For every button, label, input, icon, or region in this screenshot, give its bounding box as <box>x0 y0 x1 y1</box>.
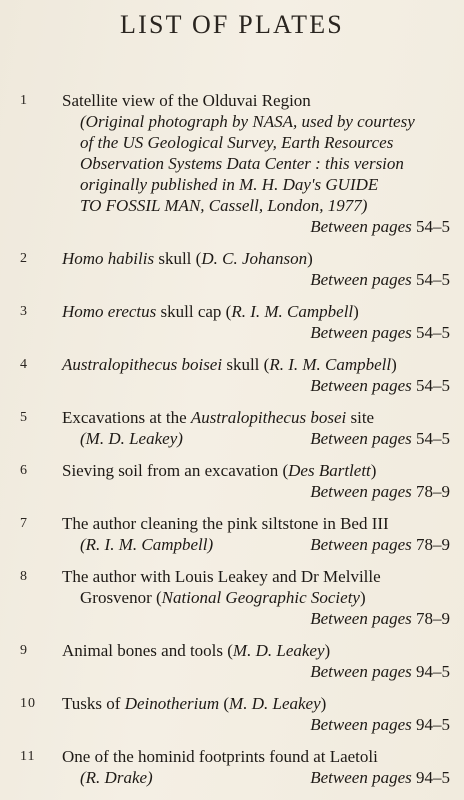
pages-range: 78–9 <box>416 535 450 554</box>
plate-pages <box>310 767 450 788</box>
plate-pages <box>62 481 450 502</box>
plate-pages <box>62 608 450 629</box>
plate-entry-2 <box>0 248 464 290</box>
plate-title-italic: Homo erectus <box>62 302 157 321</box>
plate-close: ) <box>359 588 366 607</box>
plate-close: ) <box>307 249 313 268</box>
plate-pages <box>310 428 450 449</box>
pages-label: Between pages <box>310 768 412 787</box>
pages-label: Between pages <box>310 535 412 554</box>
pages-range: 94–5 <box>416 715 450 734</box>
plate-close: ) <box>353 302 359 321</box>
plate-entry-6 <box>0 460 464 502</box>
plate-entry-8 <box>0 566 464 629</box>
plate-entry-10 <box>0 693 464 735</box>
pages-range: 54–5 <box>416 429 450 448</box>
plate-close: ) <box>320 694 327 713</box>
pages-label: Between pages <box>310 715 412 734</box>
plate-number: 10 <box>20 696 36 711</box>
plate-close: ) <box>324 641 331 660</box>
plate-pages <box>62 714 450 735</box>
pages-label: Between pages <box>310 482 412 501</box>
plate-number: 6 <box>20 463 28 478</box>
plates-list <box>0 90 464 799</box>
plate-entry-5 <box>0 407 464 449</box>
plate-number: 8 <box>20 569 28 584</box>
plate-close: ) <box>391 355 397 374</box>
plate-title-italic: Australopithecus boisei <box>62 355 223 374</box>
plate-credit: National Geographic Society <box>161 588 360 607</box>
plate-title-italic: Homo habilis <box>62 249 155 268</box>
plate-credit-line: (R. Drake) <box>80 768 153 787</box>
plate-number: 4 <box>20 357 28 372</box>
plate-credit-line: originally published in M. H. Day's GUIDE <box>80 175 379 194</box>
plate-line2-pre: Grosvenor ( <box>80 588 162 607</box>
plate-close: ) <box>370 461 377 480</box>
pages-label: Between pages <box>310 376 412 395</box>
plate-credit-line: Observation Systems Data Center : this version <box>80 154 404 173</box>
plate-credit-line: TO FOSSIL MAN, Cassell, London, 1977) <box>80 196 368 215</box>
plate-pages <box>62 375 450 396</box>
pages-label: Between pages <box>310 662 412 681</box>
plate-pages <box>310 534 450 555</box>
plate-pages <box>62 661 450 682</box>
page-title: LIST OF PLATES <box>120 10 344 39</box>
plate-pages <box>62 269 450 290</box>
pages-label: Between pages <box>310 217 412 236</box>
plate-title <box>62 460 450 481</box>
plate-credit: Des Bartlett <box>288 461 371 480</box>
plate-entry-7 <box>0 513 464 555</box>
plate-credit-line: (Original photograph by NASA, used by courtesy <box>80 112 415 131</box>
plate-number: 5 <box>20 410 28 425</box>
plate-title-rest: skull cap ( <box>156 302 232 321</box>
pages-label: Between pages <box>310 429 412 448</box>
plate-credit: R. I. M. Campbell <box>231 302 354 321</box>
plate-title-pre: Excavations at the <box>62 408 191 427</box>
plate-entry-4 <box>0 354 464 396</box>
plate-credit: M. D. Leakey <box>232 641 325 660</box>
pages-range: 78–9 <box>416 609 450 628</box>
plate-number: 2 <box>20 251 28 266</box>
pages-range: 94–5 <box>416 662 450 681</box>
plate-title-italic: Australopithecus bosei <box>190 408 347 427</box>
pages-range: 54–5 <box>416 270 450 289</box>
plate-title: One of the hominid footprints found at Laetoli <box>62 747 378 766</box>
plate-pages <box>62 216 450 237</box>
plate-title: The author with Louis Leakey and Dr Melville <box>62 567 381 586</box>
plate-credit: D. C. Johanson <box>201 249 308 268</box>
plate-title-text: Sieving soil from an excavation ( <box>62 461 289 480</box>
plate-number: 7 <box>20 516 28 531</box>
plate-title-line2 <box>62 587 450 608</box>
pages-range: 94–5 <box>416 768 450 787</box>
plate-number: 3 <box>20 304 28 319</box>
plate-title <box>62 354 450 375</box>
pages-range: 78–9 <box>416 482 450 501</box>
pages-range: 54–5 <box>416 323 450 342</box>
pages-label: Between pages <box>310 609 412 628</box>
plate-credit-line: (R. I. M. Campbell) <box>80 535 214 554</box>
plate-entry-9 <box>0 640 464 682</box>
plate-credit: R. I. M. Campbell <box>269 355 392 374</box>
plate-credit: M. D. Leakey <box>229 694 321 713</box>
plate-pages <box>62 322 450 343</box>
plate-credit-line: (M. D. Leakey) <box>80 429 183 448</box>
plate-title-italic: Deinotherium <box>124 694 220 713</box>
plate-title-rest: skull ( <box>222 355 270 374</box>
plate-title <box>62 301 450 322</box>
plate-title <box>62 248 450 269</box>
plate-entry-11 <box>0 746 464 788</box>
pages-range: 54–5 <box>416 217 450 236</box>
plate-title <box>62 693 450 714</box>
plate-title <box>62 407 450 428</box>
plate-number: 1 <box>20 93 28 108</box>
plate-title <box>62 640 450 661</box>
pages-label: Between pages <box>310 323 412 342</box>
plate-title-rest: skull ( <box>154 249 202 268</box>
pages-label: Between pages <box>310 270 412 289</box>
plate-title-text: Animal bones and tools ( <box>62 641 233 660</box>
plate-title: Satellite view of the Olduvai Region <box>62 91 311 110</box>
plate-number: 9 <box>20 643 28 658</box>
plate-entry-3 <box>0 301 464 343</box>
plate-title-rest: site <box>346 408 375 427</box>
plate-title-rest: ( <box>219 694 230 713</box>
plate-entry-1 <box>0 90 464 237</box>
plate-number: 11 <box>20 749 36 764</box>
plate-credit-line: of the US Geological Survey, Earth Resources <box>80 133 394 152</box>
plate-title: The author cleaning the pink siltstone in Bed III <box>62 514 389 533</box>
pages-range: 54–5 <box>416 376 450 395</box>
plate-title-pre: Tusks of <box>62 694 125 713</box>
